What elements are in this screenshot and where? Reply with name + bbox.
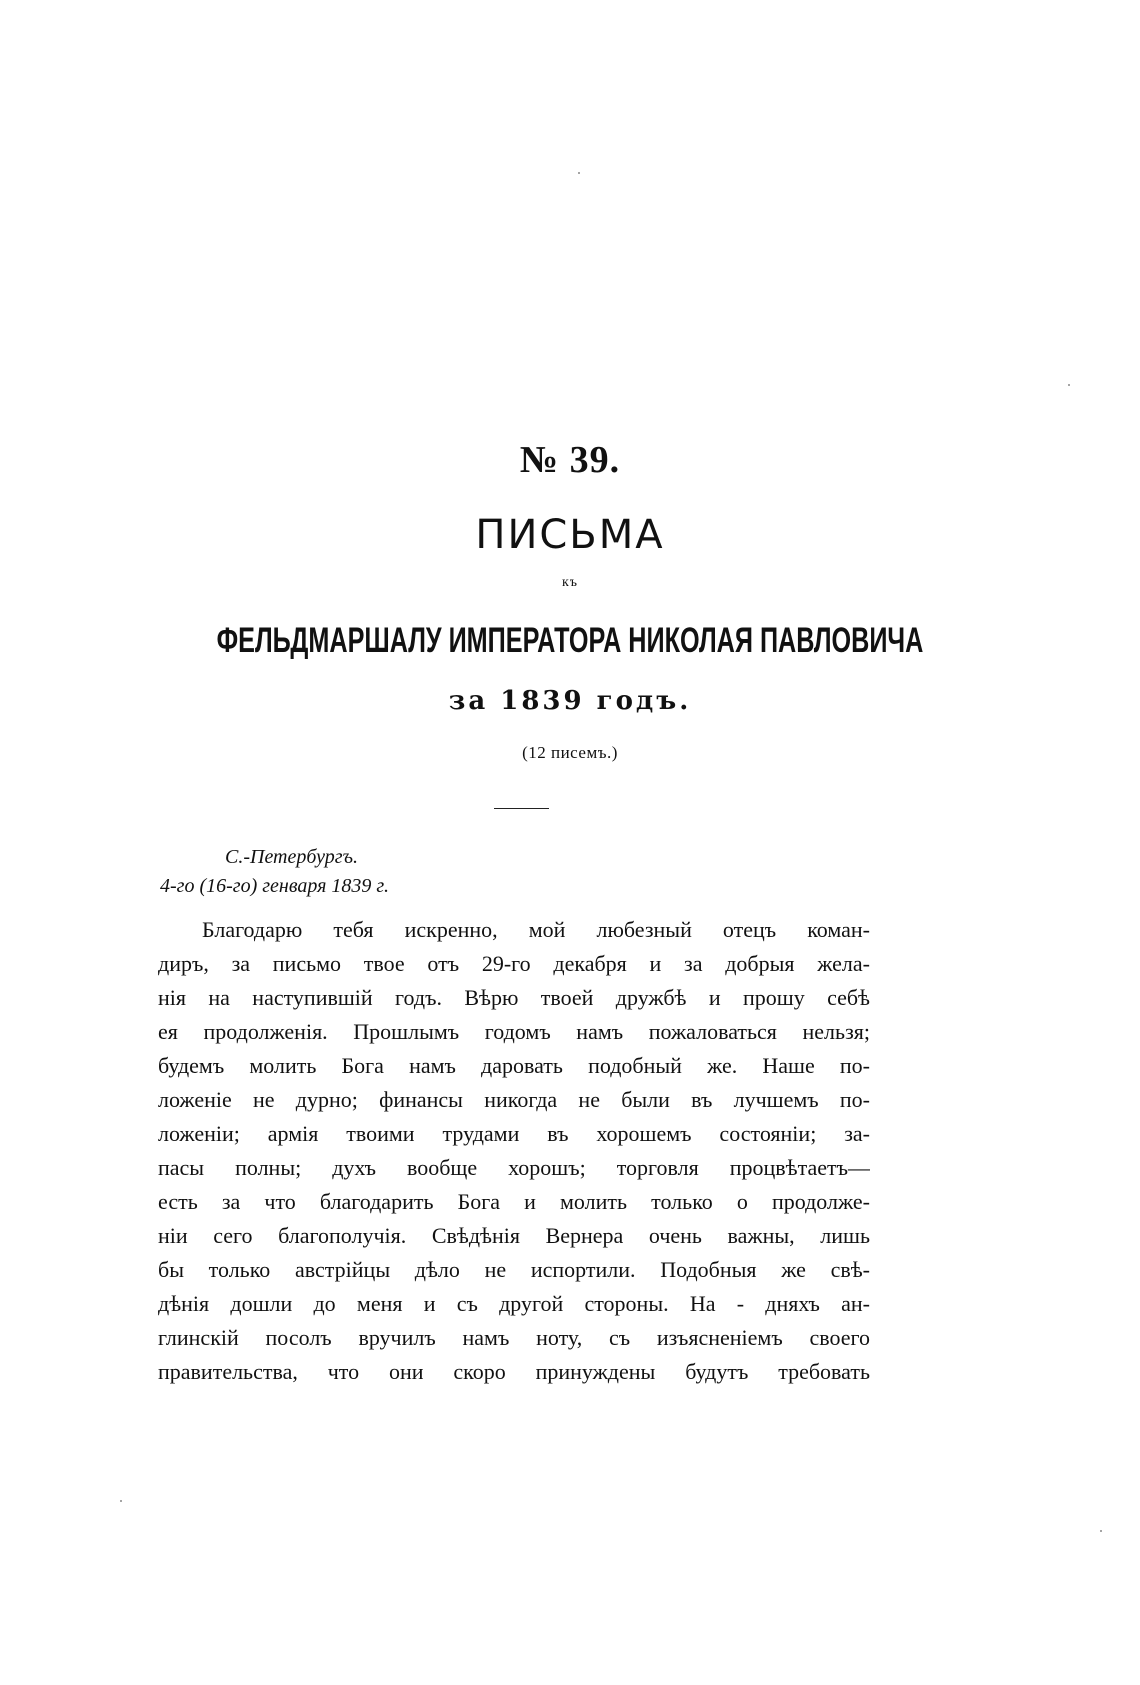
body-line: нія на наступившій годъ. Вѣрю твоей дружбѣ и прошу себѣ — [158, 985, 870, 1010]
body-line: правительства, что они скоро принуждены будутъ требовать — [158, 1359, 870, 1384]
body-line: Благодарю тебя искренно, мой любезный отецъ коман- — [202, 917, 870, 942]
page-speck — [578, 172, 580, 174]
section-divider — [494, 808, 549, 809]
body-line: ложеніи; армія твоими трудами въ хорошемъ состояніи; за- — [158, 1121, 870, 1146]
document-preposition: къ — [561, 575, 579, 590]
document-number: № 39. — [519, 439, 621, 481]
letter-date: 4-го (16-го) генваря 1839 г. — [160, 875, 389, 897]
body-line: бы только австрійцы дѣло не испортили. Подобныя же свѣ- — [158, 1257, 870, 1282]
page-speck — [120, 1500, 122, 1502]
body-line: ложеніе не дурно; финансы никогда не были въ лучшемъ по- — [158, 1087, 870, 1112]
body-line: глинскій посолъ вручилъ намъ ноту, съ изъясненіемъ своего — [158, 1325, 870, 1350]
body-line: ея продолженія. Прошлымъ годомъ намъ пожаловаться нельзя; — [158, 1019, 870, 1044]
body-line: пасы полны; духъ вообще хорошъ; торговля процвѣтаетъ— — [158, 1155, 870, 1180]
body-line: есть за что благодарить Бога и молить только о продолже- — [158, 1189, 870, 1214]
body-line: диръ, за письмо твое отъ 29-го декабря и за добрыя жела- — [158, 951, 870, 976]
page-speck — [1068, 384, 1070, 386]
document-letter-count: (12 писемъ.) — [522, 743, 618, 762]
body-line: дѣнія дошли до меня и съ другой стороны. На - дняхъ ан- — [158, 1291, 870, 1316]
document-subtitle: ФЕЛЬДМАРШАЛУ ИМПЕРАТОРА НИКОЛАЯ ПАВЛОВИЧА — [216, 621, 924, 660]
letter-body — [158, 913, 870, 1389]
document-title: ПИСЬМА — [475, 512, 665, 558]
letter-place: С.-Петербургъ. — [225, 846, 358, 868]
body-line: будемъ молить Бога намъ даровать подобный же. Наше по- — [158, 1053, 870, 1078]
page-speck — [1100, 1530, 1102, 1532]
body-line: ніи сего благополучія. Свѣдѣнія Вернера очень важны, лишь — [158, 1223, 870, 1248]
document-year-line: за 1839 годъ. — [448, 686, 692, 716]
